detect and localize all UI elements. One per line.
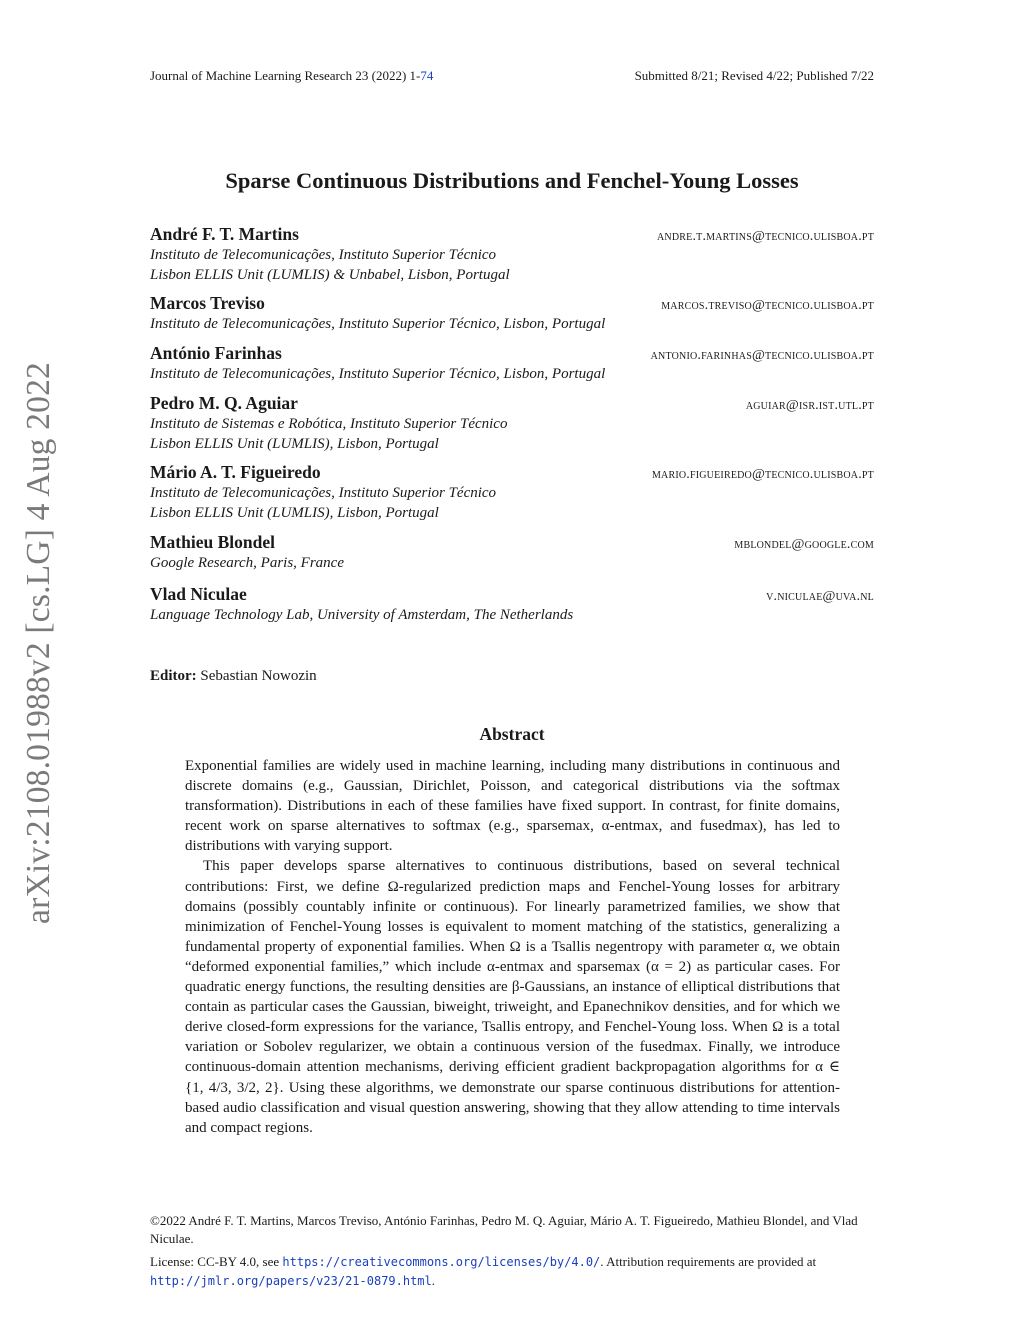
paper-link[interactable]: http://jmlr.org/papers/v23/21-0879.html [150,1273,432,1288]
author-email[interactable]: v.niculae@uva.nl [766,589,874,604]
author-affiliation: Google Research, Paris, France [150,555,344,571]
author-block [150,393,874,454]
author-block [150,224,874,285]
page-count-link[interactable]: 74 [420,68,434,83]
author-affiliation: Language Technology Lab, University of Amsterdam, The Netherlands [150,607,574,623]
author-affiliation: Instituto de Sistemas e Robótica, Instituto Superior Técnico [150,416,508,432]
publication-dates: Submitted 8/21; Revised 4/22; Published 7/22 [634,68,874,83]
author-email[interactable]: aguiar@isr.ist.utl.pt [745,398,874,413]
abstract-body [185,756,840,1138]
editor-name: Sebastian Nowozin [200,668,317,684]
author-name: Mathieu Blondel [150,532,275,552]
author-email[interactable]: marcos.treviso@tecnico.ulisboa.pt [661,298,874,313]
author-affiliation: Instituto de Telecomunicações, Instituto Superior Técnico, Lisbon, Portugal [150,316,606,332]
author-affiliation: Instituto de Telecomunicações, Instituto Superior Técnico, Lisbon, Portugal [150,366,606,382]
author-name: António Farinhas [150,343,282,363]
journal-header [150,68,433,84]
license-notice [150,1253,874,1290]
author-name: Marcos Treviso [150,293,265,313]
license-suffix: . [431,1272,436,1288]
paper-title: Sparse Continuous Distributions and Fenchel-Young Losses [225,168,799,193]
author-affiliation: Instituto de Telecomunicações, Instituto Superior Técnico [150,247,497,263]
author-email[interactable]: andre.t.martins@tecnico.ulisboa.pt [657,229,874,244]
license-middle: . Attribution requirements are provided at [600,1254,817,1269]
author-email[interactable]: mario.figueiredo@tecnico.ulisboa.pt [651,467,874,482]
author-affiliation: Instituto de Telecomunicações, Instituto Superior Técnico [150,485,497,501]
author-name: André F. T. Martins [150,224,299,244]
arxiv-identifier: arXiv:2108.01988v2 [cs.LG] 4 Aug 2022 [20,362,58,924]
author-affiliation: Lisbon ELLIS Unit (LUMLIS), Lisbon, Portugal [150,436,439,452]
author-block [150,293,874,334]
author-block [150,584,874,625]
abstract-heading: Abstract [479,724,545,744]
editor-label: Editor: [150,668,197,684]
license-prefix: License: CC-BY 4.0, see [150,1254,283,1269]
author-email[interactable]: mblondel@google.com [734,537,874,552]
author-block [150,462,874,523]
author-affiliation: Lisbon ELLIS Unit (LUMLIS), Lisbon, Portugal [150,505,439,521]
copyright-notice: ©2022 André F. T. Martins, Marcos Treviso, António Farinhas, Pedro M. Q. Aguiar, Mário A. T. Figueiredo, Mathieu Blondel, and Vlad Niculae. [150,1213,858,1246]
author-name: Vlad Niculae [150,584,247,604]
author-affiliation: Lisbon ELLIS Unit (LUMLIS) & Unbabel, Lisbon, Portugal [150,267,510,283]
editor-line [150,668,317,685]
abstract-paragraph: Exponential families are widely used in machine learning, including many distributions in continuous and discrete domains (e.g., Gaussian, Dirichlet, Poisson, and categorical distributions via the softmax transformation). Distributions in each of these families have fixed support. In contrast, for finite domains, recent work on sparse alternatives to softmax (e.g., sparsemax, α-entmax, and fusedmax), has led to distributions with varying support. [185,758,840,855]
journal-name: Journal of Machine Learning Research 23 (2022) 1- [150,68,421,83]
author-email[interactable]: antonio.farinhas@tecnico.ulisboa.pt [650,348,874,363]
arxiv-side-stamp [18,358,60,928]
abstract-paragraph: This paper develops sparse alternatives to continuous distributions, based on several technical contributions: First, we define Ω-regularized prediction maps and Fenchel-Young losses for arbitrary domains (possibly countably infinite or continuous). For linearly parametrized families, we show that minimization of Fenchel-Young losses is equivalent to moment matching of the statistics, generalizing a fundamental property of exponential families. When Ω is a Tsallis negentropy with parameter α, we obtain “deformed exponential families,” which include α-entmax and sparsemax (α = 2) as particular cases. For quadratic energy functions, the resulting densities are β-Gaussians, an instance of elliptical distributions that contain as particular cases the Gaussian, biweight, triweight, and Epanechnikov densities, and for which we derive closed-form expressions for the variance, Tsallis entropy, and Fenchel-Young loss. When Ω is a total variation or Sobolev regularizer, we obtain a continuous version of the fusedmax. Finally, we introduce continuous-domain attention mechanisms, deriving efficient gradient backpropagation algorithms for α ∈ {1, 4/3, 3/2, 2}. Using these algorithms, we demonstrate our sparse continuous distributions for attention-based audio classification and visual question answering, showing that they allow attending to time intervals and compact regions. [185,858,840,1136]
author-block [150,532,874,573]
author-name: Mário A. T. Figueiredo [150,462,321,482]
author-name: Pedro M. Q. Aguiar [150,393,298,413]
license-link[interactable]: https://creativecommons.org/licenses/by/4.0/ [282,1255,601,1269]
author-block [150,343,874,384]
